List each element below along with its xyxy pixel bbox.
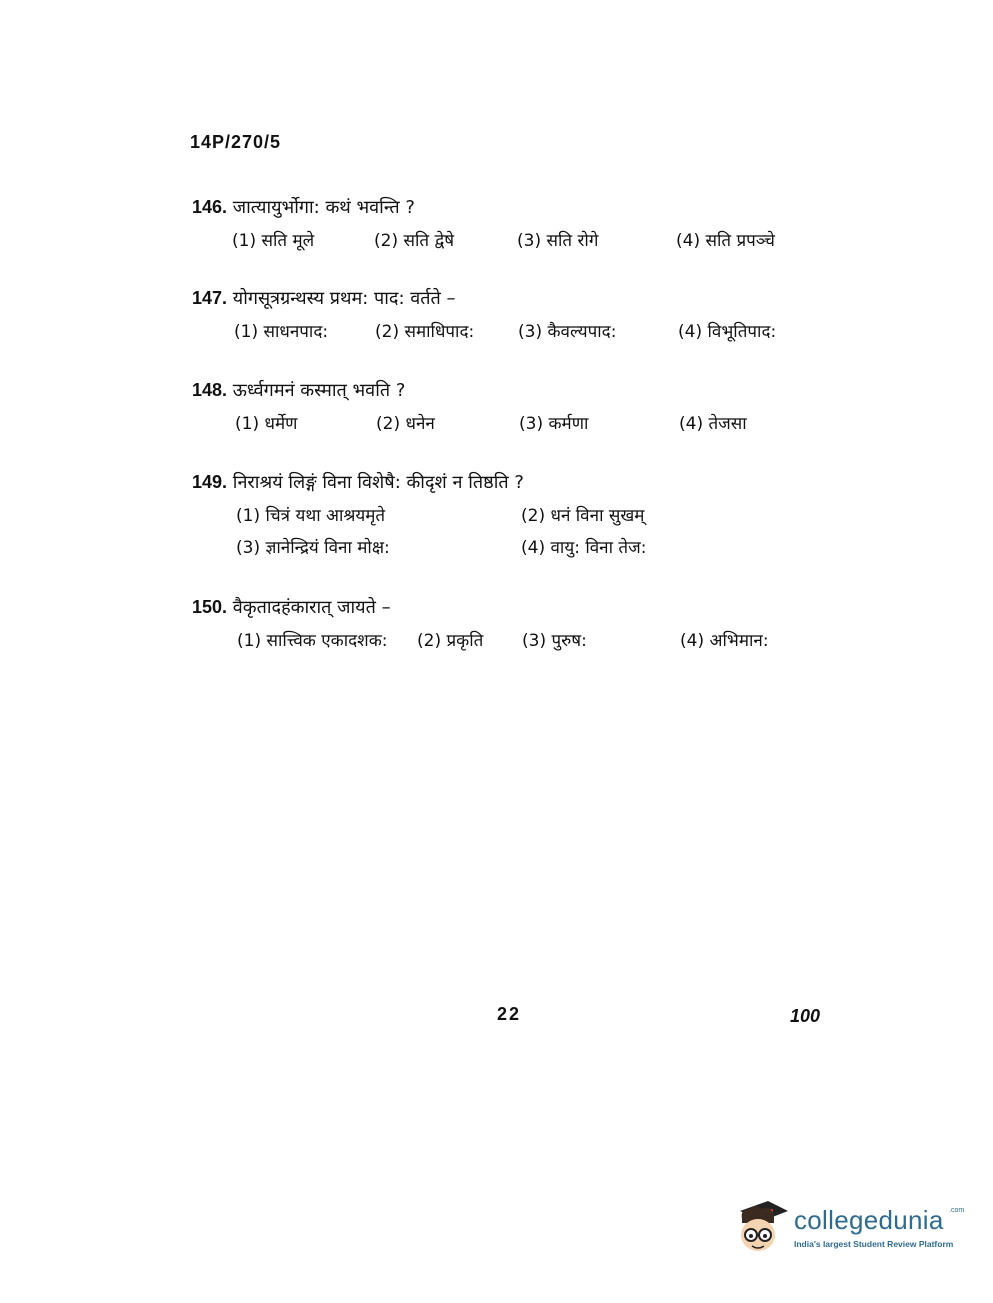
question-number: 149. [192, 472, 228, 492]
option-4: (4) वायु: विना तेज: [521, 538, 647, 558]
question-number: 148. [192, 380, 228, 400]
question-150 [192, 595, 872, 658]
question-text: ऊर्ध्वगमनं कस्मात् भवति ? [232, 380, 406, 401]
option-2: (2) धनेन [376, 414, 435, 434]
paper-code: 14P/270/5 [190, 132, 282, 152]
question-number: 147. [192, 288, 228, 308]
option-1: (1) सति मूले [232, 231, 315, 251]
option-2: (2) समाधिपाद: [375, 322, 475, 342]
logo-domain: .com [949, 1207, 965, 1214]
question-number: 146. [192, 197, 228, 217]
question-149 [192, 470, 872, 565]
option-1: (1) साधनपाद: [234, 322, 329, 342]
option-3: (3) सति रोगे [517, 231, 599, 251]
question-text: निराश्रयं लिङ्गं विना विशेषै: कीदृशं न तिष्ठति ? [232, 472, 524, 493]
option-2: (2) सति द्वेषे [374, 231, 455, 251]
option-3: (3) ज्ञानेन्द्रियं विना मोक्ष: [236, 538, 390, 558]
option-3: (3) पुरुष: [522, 631, 587, 651]
option-4: (4) सति प्रपञ्चे [676, 231, 775, 251]
question-text: वैकृतादहंकारात् जायते – [232, 597, 391, 618]
option-2: (2) धनं विना सुखम् [521, 506, 645, 526]
option-1: (1) सात्त्विक एकादशक: [237, 631, 388, 651]
mascot-icon [734, 1195, 792, 1257]
question-text: जात्यायुर्भोगा: कथं भवन्ति ? [232, 197, 415, 218]
page-number: 22 [497, 1004, 522, 1024]
logo-tagline: India's largest Student Review Platform [794, 1239, 954, 1249]
logo-name: collegedunia [794, 1205, 944, 1235]
option-4: (4) तेजसा [679, 414, 747, 434]
option-3: (3) कैवल्यपाद: [518, 322, 617, 342]
option-4: (4) विभूतिपाद: [678, 322, 777, 342]
question-number: 150. [192, 597, 228, 617]
option-2: (2) प्रकृति [417, 631, 484, 651]
question-148 [192, 378, 872, 441]
question-146 [192, 195, 872, 258]
question-text: योगसूत्रग्रन्थस्य प्रथम: पाद: वर्तते – [232, 288, 456, 309]
collegedunia-logo [734, 1195, 964, 1260]
option-3: (3) कर्मणा [519, 414, 589, 434]
option-4: (4) अभिमान: [680, 631, 769, 651]
question-147 [192, 286, 872, 349]
option-1: (1) चित्रं यथा आश्रयमृते [236, 506, 386, 526]
option-1: (1) धर्मेण [235, 414, 298, 434]
marks-total: 100 [790, 1006, 821, 1026]
